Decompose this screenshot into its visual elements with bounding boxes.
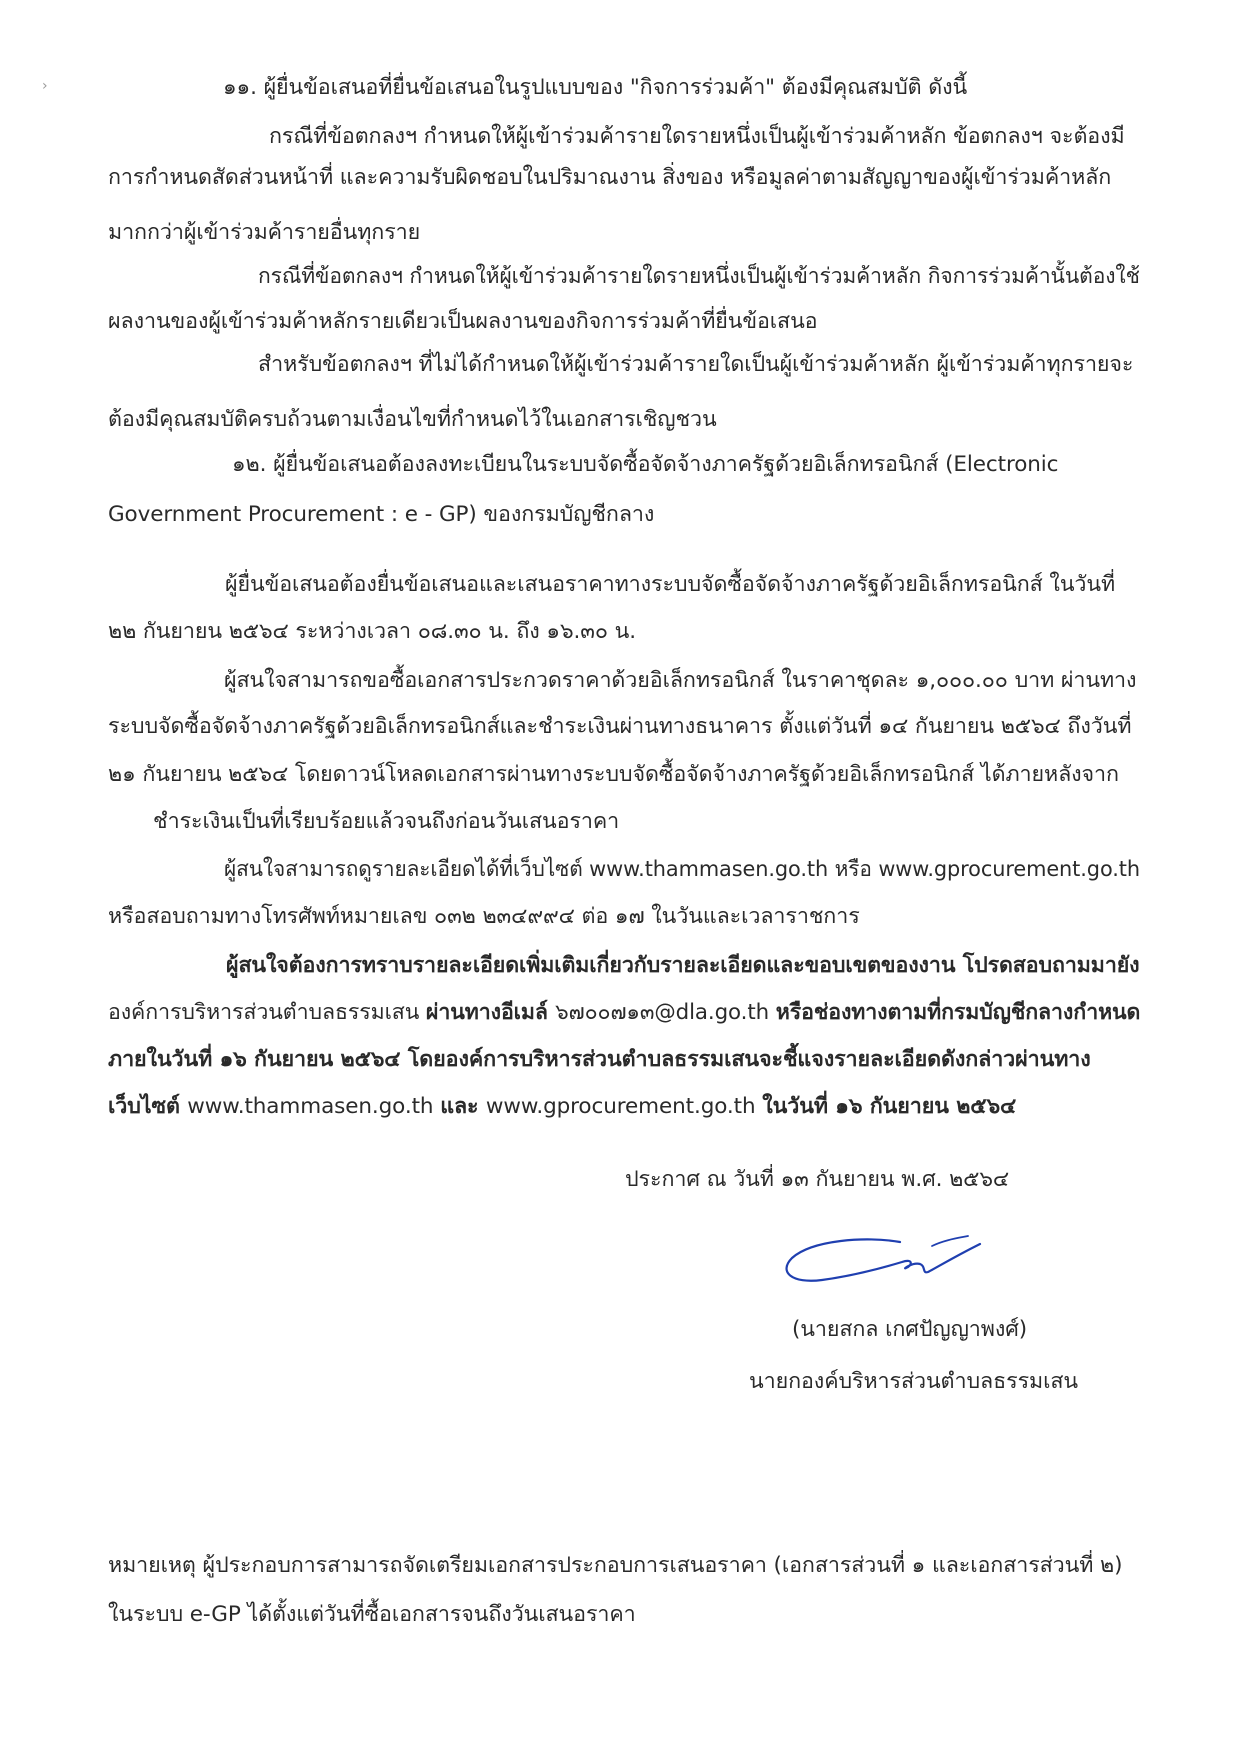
item-11-p1-line2: การกำหนดสัดส่วนหน้าที่ และความรับผิดชอบในปริมาณงาน สิ่งของ หรือมูลค่าตามสัญญาของผู้เข้าร่วมค้าหลัก [108, 165, 1112, 190]
item-11-p3-line1: สำหรับข้อตกลงฯ ที่ไม่ได้กำหนดให้ผู้เข้าร่วมค้ารายใดเป็นผู้เข้าร่วมค้าหลัก ผู้เข้าร่วมค้าทุกรายจะ [258, 352, 1134, 377]
inquiry-date: ในวันที่ ๑๖ กันยายน ๒๕๖๔ [762, 1094, 1017, 1119]
inquiry-line2 [108, 998, 1140, 1028]
item-11-p1-line3: มากกว่าผู้เข้าร่วมค้ารายอื่นทุกราย [108, 220, 421, 245]
inquiry-and: และ [440, 1094, 486, 1119]
scan-speck: › [42, 78, 48, 94]
inquiry-line1: ผู้สนใจต้องการทราบรายละเอียดเพิ่มเติมเกี่ยวกับรายละเอียดและขอบเขตของงาน โปรดสอบถามมายัง [226, 953, 1140, 978]
purchase-line1: ผู้สนใจสามารถขอซื้อเอกสารประกวดราคาด้วยอิเล็กทรอนิกส์ ในราคาชุดละ ๑,๐๐๐.๐๐ บาท ผ่านทาง [224, 668, 1137, 693]
signer-position: นายกองค์บริหารส่วนตำบลธรรมเสน [749, 1369, 1078, 1394]
item-11-p1-line1: กรณีที่ข้อตกลงฯ กำหนดให้ผู้เข้าร่วมค้ารายใดรายหนึ่งเป็นผู้เข้าร่วมค้าหลัก ข้อตกลงฯ จะต้องมี [269, 124, 1125, 149]
submission-line1: ผู้ยื่นข้อเสนอต้องยื่นข้อเสนอและเสนอราคาทางระบบจัดซื้อจัดจ้างภาครัฐด้วยอิเล็กทรอนิกส์ ในวันที่ [225, 572, 1116, 597]
inquiry-channel: หรือช่องทางตามที่กรมบัญชีกลางกำหนด [775, 1000, 1141, 1025]
purchase-line4: ชำระเงินเป็นที่เรียบร้อยแล้วจนถึงก่อนวันเสนอราคา [153, 809, 620, 834]
submission-line2: ๒๒ กันยายน ๒๕๖๔ ระหว่างเวลา ๐๘.๓๐ น. ถึง ๑๖.๓๐ น. [108, 619, 636, 644]
inquiry-website-label: เว็บไซต์ [108, 1094, 188, 1119]
inquiry-email: ๖๗๐๐๗๑๓@dla.go.th [555, 1000, 776, 1025]
note-line1: หมายเหตุ ผู้ประกอบการสามารถจัดเตรียมเอกสารประกอบการเสนอราคา (เอกสารส่วนที่ ๑ และเอกสารส่วนที่ ๒) [108, 1553, 1123, 1578]
details-line2: หรือสอบถามทางโทรศัพท์หมายเลข ๐๓๒ ๒๓๔๙๙๔ ต่อ ๑๗ ในวันและเวลาราชการ [108, 904, 860, 929]
inquiry-line3: ภายในวันที่ ๑๖ กันยายน ๒๕๖๔ โดยองค์การบริหารส่วนตำบลธรรมเสนจะชี้แจงรายละเอียดดังกล่าวผ่านทาง [108, 1047, 1091, 1072]
note-line2: ในระบบ e-GP ได้ตั้งแต่วันที่ซื้อเอกสารจนถึงวันเสนอราคา [108, 1602, 636, 1627]
inquiry-email-label: ผ่านทางอีเมล์ [425, 1000, 556, 1025]
item-12-line1: ๑๒. ผู้ยื่นข้อเสนอต้องลงทะเบียนในระบบจัดซื้อจัดจ้างภาครัฐด้วยอิเล็กทรอนิกส์ (Electronic [232, 452, 1059, 477]
signature-image [782, 1228, 992, 1318]
details-line1: ผู้สนใจสามารถดูรายละเอียดได้ที่เว็บไซต์ www.thammasen.go.th หรือ www.gprocurement.go.th [224, 857, 1140, 882]
inquiry-website-1: www.thammasen.go.th [187, 1094, 441, 1119]
signer-name: (นายสกล เกศปัญญาพงศ์) [792, 1317, 1028, 1342]
inquiry-website-2: www.gprocurement.go.th [485, 1094, 763, 1119]
item-11-p2-line1: กรณีที่ข้อตกลงฯ กำหนดให้ผู้เข้าร่วมค้ารายใดรายหนึ่งเป็นผู้เข้าร่วมค้าหลัก กิจการร่วมค้านั้นต้องใช้ [258, 264, 1140, 289]
item-11-p2-line2: ผลงานของผู้เข้าร่วมค้าหลักรายเดียวเป็นผลงานของกิจการร่วมค้าที่ยื่นข้อเสนอ [108, 309, 818, 334]
item-11-p3-line2: ต้องมีคุณสมบัติครบถ้วนตามเงื่อนไขที่กำหนดไว้ในเอกสารเชิญชวน [108, 407, 717, 432]
inquiry-org: องค์การบริหารส่วนตำบลธรรมเสน [108, 1000, 426, 1025]
inquiry-line4 [108, 1092, 1016, 1122]
item-12-line2: Government Procurement : e - GP) ของกรมบัญชีกลาง [108, 502, 655, 527]
purchase-line2: ระบบจัดซื้อจัดจ้างภาครัฐด้วยอิเล็กทรอนิกส์และชำระเงินผ่านทางธนาคาร ตั้งแต่วันที่ ๑๔ กันยายน ๒๕๖๔ ถึงวันที่ [108, 714, 1132, 739]
item-11-heading: ๑๑. ผู้ยื่นข้อเสนอที่ยื่นข้อเสนอในรูปแบบของ "กิจการร่วมค้า" ต้องมีคุณสมบัติ ดังนี้ [223, 75, 968, 100]
purchase-line3: ๒๑ กันยายน ๒๕๖๔ โดยดาวน์โหลดเอกสารผ่านทางระบบจัดซื้อจัดจ้างภาครัฐด้วยอิเล็กทรอนิกส์ ได้ภายหลังจาก [108, 762, 1119, 787]
announcement-date: ประกาศ ณ วันที่ ๑๓ กันยายน พ.ศ. ๒๕๖๔ [625, 1167, 1010, 1192]
